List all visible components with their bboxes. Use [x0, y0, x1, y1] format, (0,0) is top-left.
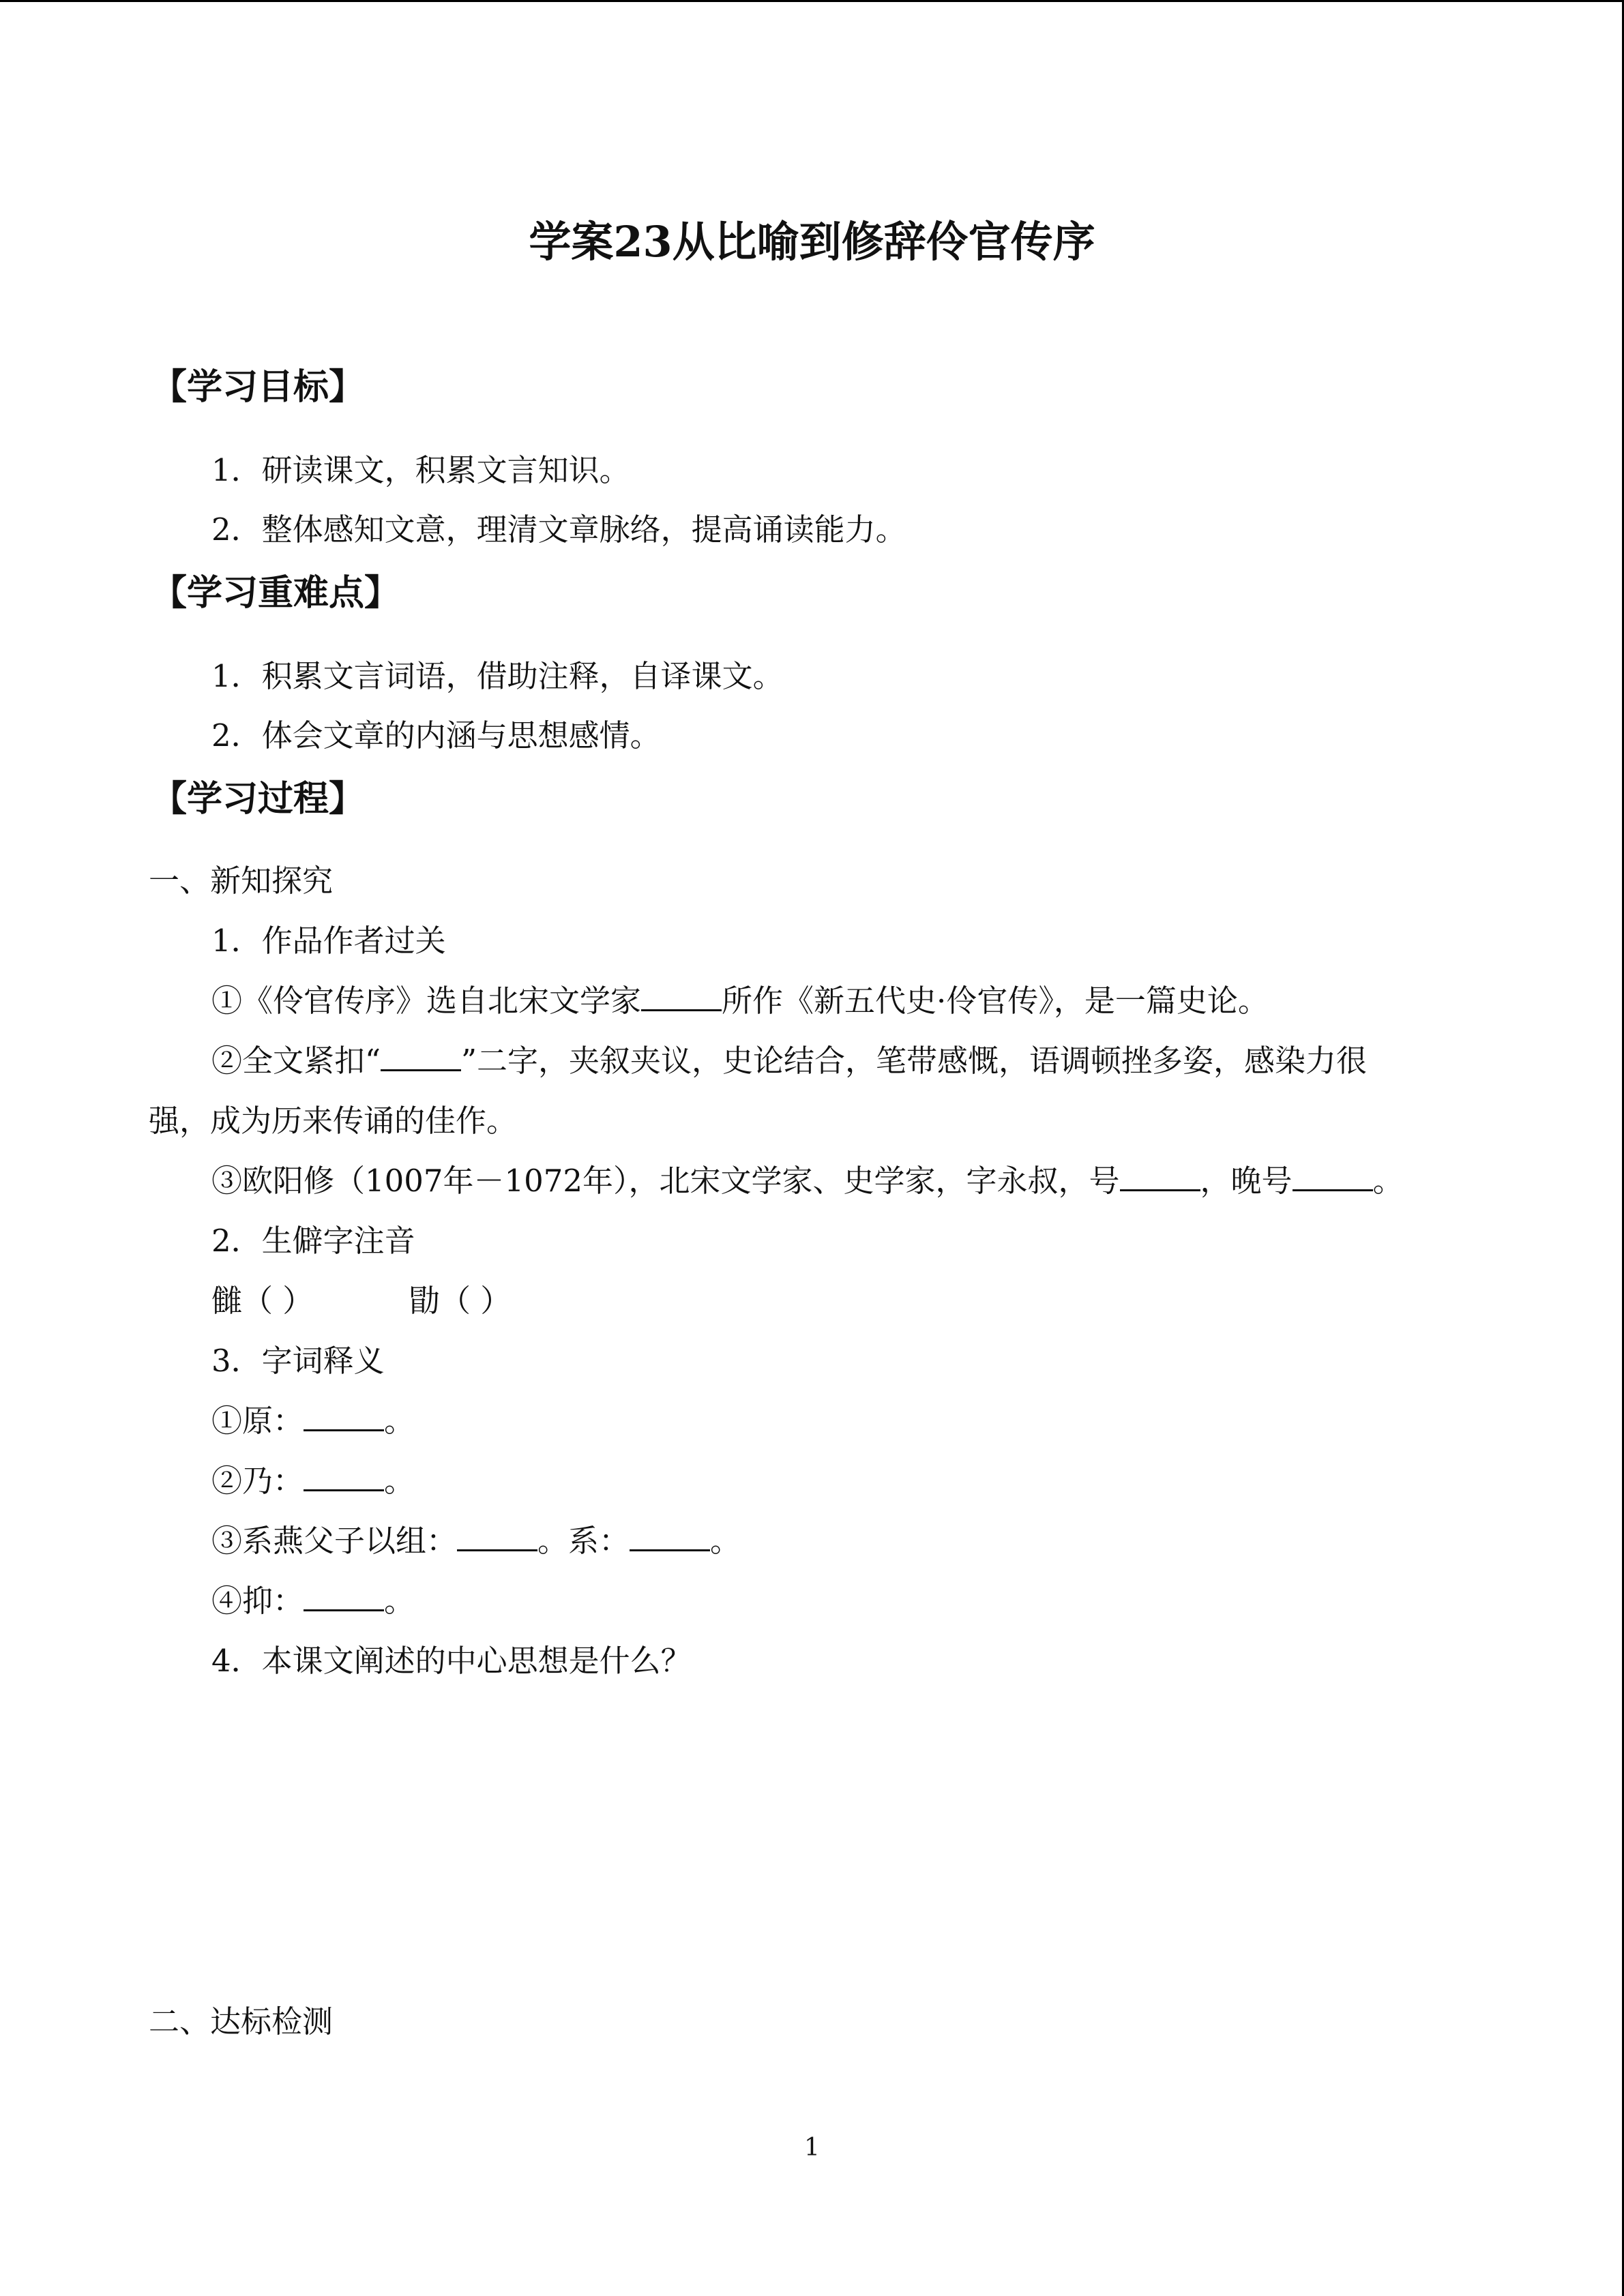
q2-item-1: 雠（ ） — [211, 1283, 314, 1319]
q1-s2-text-b: ”二字，夹叙夹议，史论结合，笔带感慨，语调顿挫多姿，感染力很 — [461, 1043, 1368, 1079]
q3-item-3 — [211, 1517, 741, 1565]
q1-s2-text-a: ②全文紧扣“ — [211, 1043, 381, 1079]
q3-i2-text-b: 。 — [384, 1463, 415, 1499]
part2-heading: 二、达标检测 — [149, 2003, 334, 2040]
q3-item-4 — [211, 1577, 415, 1625]
q1-s3-text-a: ③欧阳修（1007年－1072年），北宋文学家、史学家，字永叔，号 — [211, 1163, 1120, 1199]
q4-label: 4．本课文阐述的中心思想是什么？ — [211, 1643, 692, 1679]
q1-sentence-1 — [211, 977, 1269, 1025]
q3-item-2 — [211, 1457, 415, 1505]
fill-blank[interactable] — [641, 982, 722, 1011]
q1-s3-text-c: 。 — [1372, 1163, 1404, 1199]
q1-s3-text-b: ，晚号 — [1200, 1163, 1293, 1199]
q3-i3-text-a: ③系燕父子以组： — [211, 1523, 458, 1559]
q3-i4-text-a: ④抑： — [211, 1583, 304, 1619]
q2-label: 2．生僻字注音 — [211, 1223, 415, 1259]
section-heading-key-points: 【学习重难点】 — [151, 572, 400, 614]
q3-i3-text-b: 。系： — [537, 1523, 630, 1559]
q2-item-2: 勖（ ） — [409, 1283, 512, 1319]
fill-blank[interactable] — [1293, 1162, 1373, 1191]
objective-item-1: 1．研读课文，积累文言知识。 — [211, 452, 630, 488]
document-title: 学案23从比喻到修辞伶官传序 — [529, 217, 1095, 267]
q3-i2-text-a: ②乃： — [211, 1463, 304, 1499]
fill-blank[interactable] — [304, 1402, 384, 1431]
part1-heading: 一、新知探究 — [149, 863, 334, 899]
q1-s1-text-b: 所作《新五代史·伶官传》，是一篇史论。 — [722, 983, 1269, 1019]
fill-blank[interactable] — [630, 1522, 710, 1551]
page-top-border — [0, 0, 1624, 2]
q3-i1-text-b: 。 — [384, 1403, 415, 1439]
fill-blank[interactable] — [457, 1522, 537, 1551]
key-point-item-1: 1．积累文言词语，借助注释，自译课文。 — [211, 658, 784, 694]
q1-sentence-3 — [211, 1157, 1404, 1205]
q3-i3-text-c: 。 — [710, 1523, 741, 1559]
fill-blank[interactable] — [1120, 1162, 1200, 1191]
q1-label: 1．作品作者过关 — [211, 923, 446, 959]
page-number: 1 — [804, 2134, 820, 2162]
q3-item-1 — [211, 1397, 415, 1445]
q1-sentence-2-continued: 强，成为历来传诵的佳作。 — [149, 1103, 518, 1139]
fill-blank[interactable] — [381, 1042, 461, 1071]
q1-s1-text-a: ①《伶官传序》选自北宋文学家 — [211, 983, 642, 1019]
fill-blank[interactable] — [304, 1582, 384, 1611]
section-heading-objectives: 【学习目标】 — [151, 366, 365, 408]
fill-blank[interactable] — [304, 1462, 384, 1491]
q3-i4-text-b: 。 — [384, 1583, 415, 1619]
key-point-item-2: 2．体会文章的内涵与思想感情。 — [211, 717, 661, 754]
q3-label: 3．字词释义 — [211, 1343, 385, 1379]
objective-item-2: 2．整体感知文意，理清文章脉络，提高诵读能力。 — [211, 511, 906, 548]
q3-i1-text-a: ①原： — [211, 1403, 304, 1439]
q1-sentence-2 — [211, 1037, 1367, 1085]
section-heading-process: 【学习过程】 — [151, 778, 365, 820]
